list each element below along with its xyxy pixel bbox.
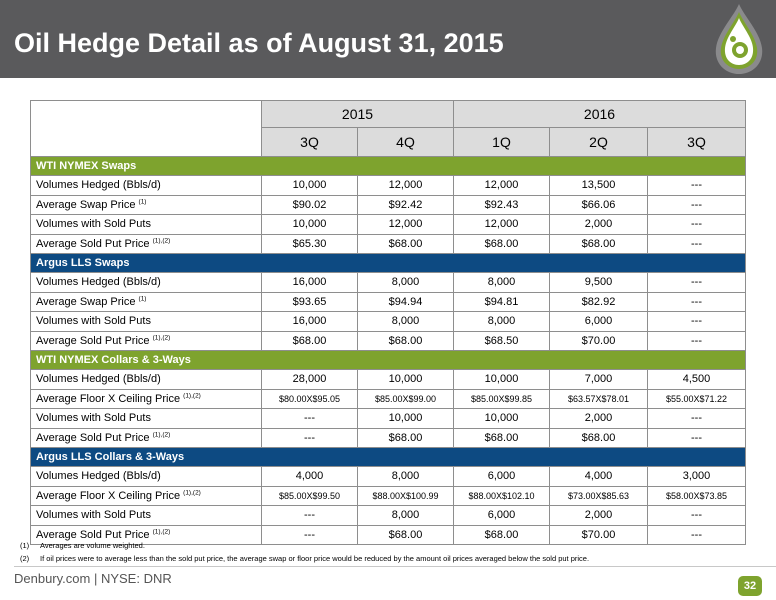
table-row: [31, 370, 746, 390]
value-cell: 4,000: [550, 467, 648, 487]
table-row: [31, 234, 746, 254]
table-row: [31, 467, 746, 487]
value-cell: 8,000: [454, 273, 550, 293]
quarter-header: 3Q: [648, 128, 746, 157]
quarter-header: 2Q: [550, 128, 648, 157]
row-label-cell: [31, 234, 262, 254]
row-label-cell: [31, 370, 262, 390]
value-cell: 16,000: [262, 273, 358, 293]
table-row: [31, 176, 746, 196]
year-header-2016: 2016: [454, 101, 746, 128]
section-title: WTI NYMEX Swaps: [31, 157, 746, 176]
section-header-row: [31, 157, 746, 176]
value-cell: $70.00: [550, 331, 648, 351]
value-cell: 10,000: [454, 409, 550, 429]
year-header-2015: 2015: [262, 101, 454, 128]
section-title: Argus LLS Collars & 3-Ways: [31, 448, 746, 467]
table-corner: [31, 101, 262, 128]
value-cell: $68.00: [454, 428, 550, 448]
value-cell: 2,000: [550, 506, 648, 526]
row-label: Volumes Hedged (Bbls/d): [36, 373, 161, 386]
value-cell: 8,000: [454, 312, 550, 332]
value-cell: ---: [648, 292, 746, 312]
value-cell: ---: [648, 176, 746, 196]
table-corner: [31, 128, 262, 157]
row-label-cell: [31, 467, 262, 487]
value-cell: $66.06: [550, 195, 648, 215]
row-label: Average Swap Price: [36, 295, 136, 308]
value-cell: $68.00: [358, 525, 454, 545]
section-title: WTI NYMEX Collars & 3-Ways: [31, 351, 746, 370]
value-cell: ---: [262, 506, 358, 526]
value-cell: $68.00: [550, 428, 648, 448]
value-cell: $93.65: [262, 292, 358, 312]
slide-title: Oil Hedge Detail as of August 31, 2015: [14, 28, 504, 58]
value-cell: $58.00X$73.85: [648, 486, 746, 506]
value-cell: 12,000: [454, 176, 550, 196]
value-cell: $92.43: [454, 195, 550, 215]
row-label: Volumes Hedged (Bbls/d): [36, 179, 161, 192]
value-cell: ---: [262, 409, 358, 429]
row-label: Volumes with Sold Puts: [36, 315, 151, 328]
value-cell: 10,000: [454, 370, 550, 390]
row-label: Average Swap Price: [36, 198, 136, 211]
table-row: [31, 312, 746, 332]
value-cell: 10,000: [262, 176, 358, 196]
value-cell: 2,000: [550, 215, 648, 235]
value-cell: $94.94: [358, 292, 454, 312]
value-cell: 4,500: [648, 370, 746, 390]
table-row: [31, 389, 746, 409]
footnote-1: [20, 541, 145, 550]
row-label-cell: [31, 506, 262, 526]
row-label: Volumes Hedged (Bbls/d): [36, 470, 161, 483]
quarter-header-row: [31, 128, 746, 157]
value-cell: ---: [648, 195, 746, 215]
table-row: [31, 331, 746, 351]
value-cell: 6,000: [550, 312, 648, 332]
value-cell: 8,000: [358, 467, 454, 487]
row-label: Average Floor X Ceiling Price: [36, 489, 181, 502]
denbury-drop-logo-icon: [704, 2, 774, 76]
footnote-number: (1): [20, 541, 30, 550]
value-cell: ---: [262, 428, 358, 448]
table-row: [31, 428, 746, 448]
value-cell: ---: [648, 331, 746, 351]
row-label-cell: [31, 312, 262, 332]
value-cell: 10,000: [358, 370, 454, 390]
value-cell: $85.00X$99.00: [358, 389, 454, 409]
value-cell: 6,000: [454, 467, 550, 487]
value-cell: $88.00X$100.99: [358, 486, 454, 506]
section-title: Argus LLS Swaps: [31, 254, 746, 273]
value-cell: $68.00: [454, 234, 550, 254]
quarter-header: 4Q: [358, 128, 454, 157]
footer-divider: [14, 566, 776, 567]
value-cell: $68.00: [262, 331, 358, 351]
footnote-reference: (1): [138, 295, 147, 303]
table-row: [31, 292, 746, 312]
footnote-reference: (1),(2): [152, 431, 171, 439]
value-cell: $88.00X$102.10: [454, 486, 550, 506]
section-header-row: [31, 448, 746, 467]
footnote-reference: (1),(2): [152, 334, 171, 342]
value-cell: 12,000: [454, 215, 550, 235]
row-label-cell: [31, 389, 262, 409]
row-label-cell: [31, 195, 262, 215]
value-cell: ---: [648, 525, 746, 545]
value-cell: ---: [648, 234, 746, 254]
row-label: Volumes with Sold Puts: [36, 509, 151, 522]
value-cell: ---: [648, 428, 746, 448]
row-label-cell: [31, 409, 262, 429]
value-cell: 6,000: [454, 506, 550, 526]
value-cell: $68.50: [454, 331, 550, 351]
value-cell: 8,000: [358, 312, 454, 332]
value-cell: $92.42: [358, 195, 454, 215]
value-cell: $73.00X$85.63: [550, 486, 648, 506]
row-label: Average Sold Put Price: [36, 431, 150, 444]
table-row: [31, 486, 746, 506]
value-cell: $94.81: [454, 292, 550, 312]
value-cell: $85.00X$99.50: [262, 486, 358, 506]
table-row: [31, 273, 746, 293]
value-cell: 16,000: [262, 312, 358, 332]
value-cell: 10,000: [262, 215, 358, 235]
value-cell: 2,000: [550, 409, 648, 429]
value-cell: $80.00X$95.05: [262, 389, 358, 409]
row-label-cell: [31, 486, 262, 506]
value-cell: 4,000: [262, 467, 358, 487]
value-cell: ---: [262, 525, 358, 545]
page-number-badge: 32: [738, 576, 762, 596]
quarter-header: 3Q: [262, 128, 358, 157]
value-cell: $68.00: [358, 428, 454, 448]
value-cell: 10,000: [358, 409, 454, 429]
footnote-reference: (1),(2): [183, 392, 201, 400]
value-cell: ---: [648, 506, 746, 526]
value-cell: $68.00: [358, 331, 454, 351]
row-label: Average Sold Put Price: [36, 237, 150, 250]
value-cell: ---: [648, 312, 746, 332]
value-cell: 3,000: [648, 467, 746, 487]
footer-text: Denbury.com | NYSE: DNR: [14, 571, 172, 586]
footnote-2: [20, 554, 589, 563]
row-label-cell: [31, 428, 262, 448]
footnote-reference: (1),(2): [152, 237, 171, 245]
slide-header: [0, 0, 776, 78]
year-header-row: [31, 101, 746, 128]
value-cell: $82.92: [550, 292, 648, 312]
footnote-reference: (1): [138, 198, 147, 206]
row-label: Volumes with Sold Puts: [36, 218, 151, 231]
value-cell: 9,500: [550, 273, 648, 293]
footnote-text: Averages are volume weighted.: [40, 541, 145, 550]
value-cell: 7,000: [550, 370, 648, 390]
footnote-reference: (1),(2): [152, 528, 171, 536]
row-label: Average Sold Put Price: [36, 334, 150, 347]
footnote-number: (2): [20, 554, 30, 563]
value-cell: $70.00: [550, 525, 648, 545]
row-label-cell: [31, 176, 262, 196]
value-cell: 12,000: [358, 215, 454, 235]
row-label: Volumes Hedged (Bbls/d): [36, 276, 161, 289]
value-cell: ---: [648, 409, 746, 429]
value-cell: $68.00: [550, 234, 648, 254]
row-label: Volumes with Sold Puts: [36, 412, 151, 425]
value-cell: $68.00: [454, 525, 550, 545]
table-row: [31, 506, 746, 526]
quarter-header: 1Q: [454, 128, 550, 157]
row-label: Average Sold Put Price: [36, 528, 150, 541]
row-label-cell: [31, 273, 262, 293]
table-row: [31, 215, 746, 235]
value-cell: $65.30: [262, 234, 358, 254]
table-row: [31, 409, 746, 429]
footnote-text: If oil prices were to average less than the sold put price, the average swap or floor price would be reduced by the amount oil prices averaged below the sold put price.: [40, 554, 590, 563]
value-cell: ---: [648, 215, 746, 235]
row-label: Average Floor X Ceiling Price: [36, 392, 181, 405]
footnote-reference: (1),(2): [183, 489, 201, 497]
row-label-cell: [31, 331, 262, 351]
oil-hedge-table: [30, 100, 746, 545]
table-row: [31, 195, 746, 215]
value-cell: $55.00X$71.22: [648, 389, 746, 409]
section-header-row: [31, 254, 746, 273]
value-cell: $85.00X$99.85: [454, 389, 550, 409]
value-cell: $68.00: [358, 234, 454, 254]
value-cell: 28,000: [262, 370, 358, 390]
value-cell: ---: [648, 273, 746, 293]
section-header-row: [31, 351, 746, 370]
value-cell: $63.57X$78.01: [550, 389, 648, 409]
value-cell: 8,000: [358, 273, 454, 293]
value-cell: 13,500: [550, 176, 648, 196]
value-cell: 12,000: [358, 176, 454, 196]
value-cell: $90.02: [262, 195, 358, 215]
row-label-cell: [31, 292, 262, 312]
row-label-cell: [31, 215, 262, 235]
value-cell: 8,000: [358, 506, 454, 526]
